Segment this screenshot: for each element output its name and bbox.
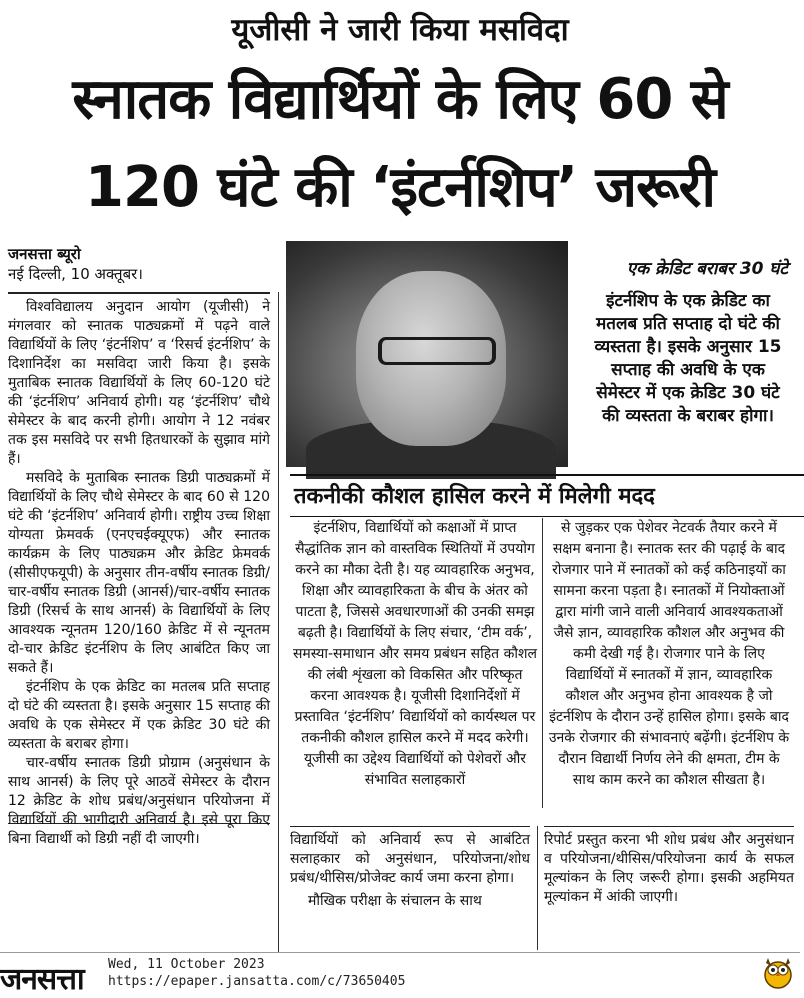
mid-divider: [542, 518, 543, 808]
bottom-col1-para-1: विद्यार्थियों को अनिवार्य रूप से आबंटित सलाहकार को अनुसंधान, परियोजना/शोध प्रबंध/थीसिस/प्रोजेक्ट कार्य जमा करना होगा।: [290, 832, 530, 886]
jansatta-logo[interactable]: जनसत्ता: [0, 962, 84, 997]
left-article-column: [8, 292, 270, 847]
headline-line-2: 120 घंटे की ‘इंटर्नशिप’ जरूरी: [85, 155, 715, 220]
epaper-footer: [0, 952, 800, 997]
bottom-divider: [537, 826, 538, 950]
column-divider: [278, 292, 279, 952]
bottom-col1-para-2: मौखिक परीक्षा के संचालन के साथ: [308, 893, 482, 909]
sidebar-body: इंटर्नशिप के एक क्रेडिट का मतलब प्रति सप्ताह दो घंटे की व्यस्तता है। इसके अनुसार 15 सप्ताह की अवधि के एक सेमेस्टर में एक क्रेडिट 30 घंटे की व्यस्तता के बराबर होगा।: [594, 291, 782, 426]
byline-dateline: नई दिल्ली, 10 अक्तूबर।: [8, 265, 143, 283]
photo-glasses: [378, 337, 496, 365]
left-paragraph-1: विश्वविद्यालय अनुदान आयोग (यूजीसी) ने मंगलवार को स्नातक पाठ्यक्रमों में पढ़ने वाले विद्यार्थियों के लिए ‘इंटर्नशिप’ व ‘रिसर्च इंटर्नशिप’ के दिशानिर्देश का मसविदा जारी किया है। इसके मुताबिक स्नातक विद्यार्थियों के लिए 60-120 घंटे की ‘इंटर्नशिप’ अनिवार्य होगी। यह ‘इंटर्नशिप’ चौथे सेमेस्टर के बाद करनी होगी। आयोग ने 12 नवंबर तक इस मसविदे पर सभी हितधारकों के सुझाव मांगे हैं।: [8, 299, 270, 467]
footer-date: Wed, 11 October 2023: [108, 957, 265, 972]
mid-column-1-text: इंटर्नशिप, विद्यार्थियों को कक्षाओं में प्राप्त सैद्धांतिक ज्ञान को वास्तविक स्थितियों में उपयोग करने का मौका देती है। यह व्यावहारिक अनुभव, शिक्षा और व्यावहारिकता के बीच के अंतर को पाटता है, जिससे अवधारणाओं की उनकी समझ बढ़ती है। विद्यार्थियों के लिए संचार, ‘टीम वर्क’, समस्या-समाधान और समय प्रबंधन सहित कौशल की लंबी शृंखला को विकसित और परिष्कृत करना आवश्यक है। यूजीसी दिशानिर्देशों में प्रस्तावित ‘इंटर्नशिप’ विद्यार्थियों को कार्यस्थल पर तकनीकी कौशल हासिल करने में मदद करेगी। यूजीसी का उद्देश्य विद्यार्थियों को पेशेवरों और संभावित सलाहकारों: [292, 520, 538, 788]
section-heading: तकनीकी कौशल हासिल करने में मिलेगी मदद: [290, 474, 804, 517]
mid-column-2-text: से जुड़कर एक पेशेवर नेटवर्क तैयार करने में सक्षम बनाना है। स्नातक स्तर की पढ़ाई के बाद रोजगार पाने में स्नातकों को कई कठिनाइयों का सामना करना पड़ता है। स्नातकों में नियोक्ताओं द्वारा मांगी जाने वाली अनिवार्य आवश्यकताओं जैसे ज्ञान, व्यावहारिक कौशल और अनुभव की कमी देखी गई है। रोजगार पाने के लिए विद्यार्थियों में स्नातकों में ज्ञान, व्यावहारिक कौशल और अनुभव होना आवश्यक है जो इंटर्नशिप के दौरान उन्हें हासिल होगा। इसके बाद उनके रोजगार की संभावनाएं बढ़ेंगी। इंटर्नशिप के दौरान विद्यार्थी निर्णय लेने की क्षमता, टीम के साथ काम करने का कौशल सीखता है।: [548, 520, 790, 788]
portrait-photo: [286, 241, 568, 467]
kicker: यूजीसी ने जारी किया मसविदा: [231, 12, 569, 48]
byline-agency: जनसत्ता ब्यूरो: [8, 245, 81, 263]
bottom-col2-text: रिपोर्ट प्रस्तुत करना भी शोध प्रबंध और अनुसंधान व परियोजना/थीसिस/परियोजना कार्य के सफल मूल्यांकन के लिए जरूरी होगा। इसकी अहमियत मूल्यांकन में आंकी जाएगी।: [544, 832, 794, 905]
footer-url[interactable]: https://epaper.jansatta.com/c/73650405: [108, 974, 406, 989]
owl-icon: [762, 955, 794, 989]
left-paragraph-2: मसविदे के मुताबिक स्नातक डिग्री पाठ्यक्रमों में विद्यार्थियों के लिए चौथे सेमेस्टर के बाद 60 से 120 घंटे की ‘इंटर्नशिप’ अनिवार्य होगी। राष्ट्रीय उच्च शिक्षा योग्यता फ्रेमवर्क (एनएचईक्यूएफ) और स्नातक कार्यक्रम के लिए पाठ्यक्रम और क्रेडिट फ्रेमवर्क (सीसीएफयूपी) के अनुसार तीन-वर्षीय स्नातक डिग्री/चार-वर्षीय स्नातक डिग्री (आनर्स)/चार-वर्षीय स्नातक डिग्री (रिसर्च के साथ आनर्स) के विद्यार्थियों के लिए आवश्यक न्यूनतम 120/160 क्रेडिट में से न्यूनतम दो-चार क्रेडिट इंटर्नशिप के लिए आबंटित किए जा सकते हैं।: [8, 470, 270, 676]
sidebar-title: एक क्रेडिट बराबर 30 घंटे: [626, 259, 788, 279]
left-paragraph-4: चार-वर्षीय स्नातक डिग्री प्रोग्राम (अनुसंधान के साथ आनर्स) के लिए पूरे आठवें सेमेस्टर के दौरान 12 क्रेडिट के शोध प्रबंध/अनुसंधान परियोजना में विद्यार्थियों की भागीदारी अनिवार्य है। इसे पूरा किए बिना विद्यार्थी को डिग्री नहीं दी जाएगी।: [8, 755, 270, 847]
mid-column-2: [548, 518, 790, 808]
bottom-column-2: [544, 826, 794, 955]
bottom-column-1: [290, 826, 530, 955]
left-paragraph-3: इंटर्नशिप के एक क्रेडिट का मतलब प्रति सप्ताह दो घंटे की व्यस्तता है। इसके अनुसार 15 सप्ताह की अवधि के एक सेमेस्टर में एक क्रेडिट 30 घंटे की व्यस्तता के बराबर होगा।: [8, 679, 270, 752]
mid-column-1: [292, 518, 538, 808]
byline: [8, 244, 143, 284]
headline-line-1: स्नातक विद्यार्थियों के लिए 60 से: [72, 67, 728, 132]
